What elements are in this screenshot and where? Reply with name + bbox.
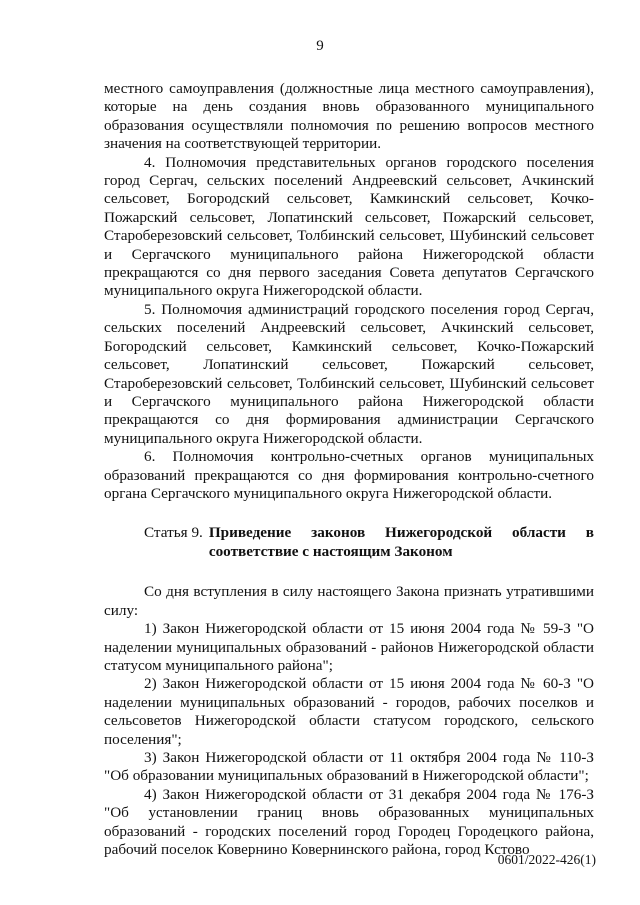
list-item-3: 3) Закон Нижегородской области от 11 октября 2004 года № 110-З "Об образовании муниципальных образований в Нижегородской области"; [104, 749, 594, 785]
document-code: 0601/2022-426(1) [497, 852, 596, 867]
paragraph-item-4: 4. Полномочия представительных органов городского поселения город Сергач, сельских поселений Андреевский сельсовет, Ачкинский сельсовет, Богородский сельсовет, Камкинский сельсовет, Кочко-Пожарский сельсовет, Лопатинский сельсовет, Пожарский сельсовет, Староберезовский сельсовет, Толбинский сельсовет, Шубинский сельсовет и Сергачского муниципального района Нижегородской области прекращаются со дня первого заседания Совета депутатов Сергачского муниципального округа Нижегородской области. [104, 153, 594, 300]
list-item-1: 1) Закон Нижегородской области от 15 июня 2004 года № 59-З "О наделении муниципальных образований - районов Нижегородской области статусом муниципального района"; [104, 620, 594, 674]
article-heading [104, 523, 594, 561]
paragraphs-after [104, 583, 594, 859]
article-number: Статья 9. [144, 524, 203, 542]
list-item-2: 2) Закон Нижегородской области от 15 июня 2004 года № 60-З "О наделении муниципальных образований - городов, рабочих поселков и сельсоветов Нижегородской области статусом городского, сельского поселения"; [104, 675, 594, 748]
article-title: Приведение законов Нижегородской области в соответствие с настоящим Законом [208, 524, 594, 561]
paragraph-item-6: 6. Полномочия контрольно-счетных органов муниципальных образований прекращаются со дня формирования контрольно-счетного органа Сергачского муниципального округа Нижегородской области. [104, 448, 594, 502]
paragraph-intro: Со дня вступления в силу настоящего Закона признать утратившими силу: [104, 583, 594, 619]
paragraphs-before [104, 80, 594, 503]
page-number: 9 [316, 38, 324, 54]
paragraph: местного самоуправления (должностные лица местного самоуправления), которые на день создания вновь образованного муниципального образования осуществляли полномочия по решению вопросов местного значения на соответствующей территории. [104, 80, 594, 153]
document-body [104, 80, 594, 859]
paragraph-item-5: 5. Полномочия администраций городского поселения город Сергач, сельских поселений Андреевский сельсовет, Ачкинский сельсовет, Богородский сельсовет, Камкинский сельсовет, Кочко-Пожарский сельсовет, Лопатинский сельсовет, Пожарский сельсовет, Староберезовский сельсовет, Толбинский сельсовет, Шубинский сельсовет и Сергачского муниципального района Нижегородской области прекращаются со дня формирования администрации Сергачского муниципального округа Нижегородской области. [104, 300, 594, 447]
list-item-4: 4) Закон Нижегородской области от 31 декабря 2004 года № 176-З "Об установлении границ вновь образованных муниципальных образований - городских поселений город Городец Городецкого района, рабочий поселок Ковернино Ковернинского района, город Кстово [104, 785, 594, 859]
